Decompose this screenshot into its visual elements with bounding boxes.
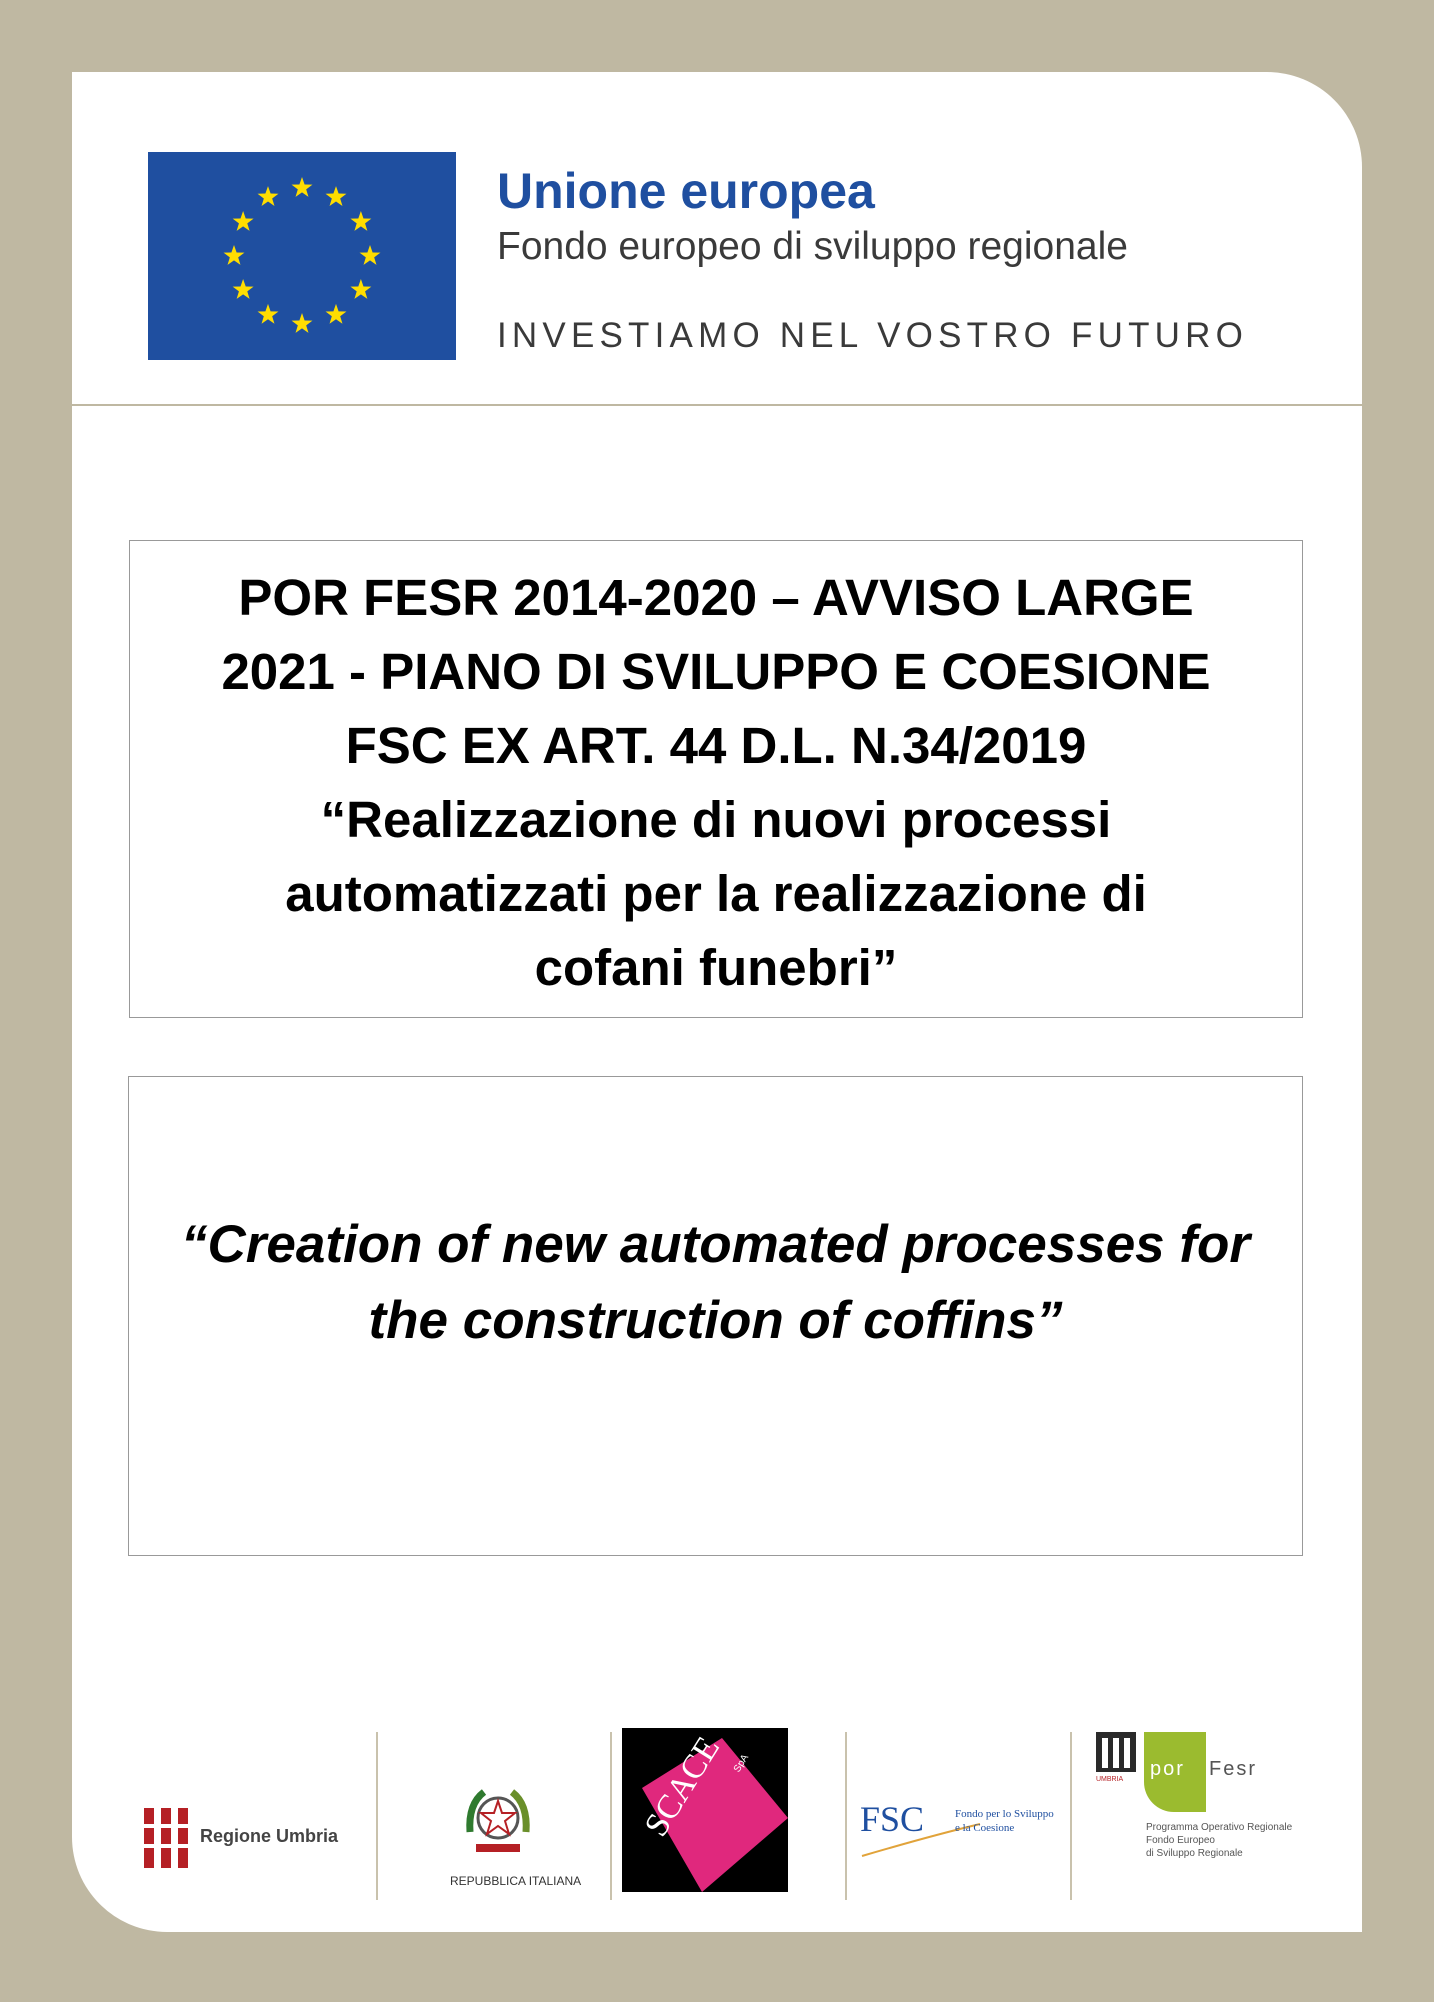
italian-emblem-icon: [462, 1784, 534, 1864]
eu-star-icon: [326, 186, 347, 206]
logo-divider: [610, 1732, 612, 1900]
eu-stars-icon: [148, 152, 456, 360]
eu-star-icon: [258, 186, 279, 206]
eu-star-icon: [326, 304, 347, 324]
eu-tagline: INVESTIAMO NEL VOSTRO FUTURO: [497, 316, 1249, 355]
project-title-line: automatizzati per la realizzazione di: [285, 865, 1147, 922]
repubblica-label: REPUBBLICA ITALIANA: [450, 1874, 582, 1888]
por-caption-line: di Sviluppo Regionale: [1146, 1848, 1243, 1859]
scace-suffix: SpA: [731, 1752, 752, 1775]
eu-star-icon: [292, 177, 313, 197]
eu-flag: [148, 152, 456, 360]
logo-divider: [845, 1732, 847, 1900]
translation-line: the construction of coffins”: [368, 1291, 1063, 1350]
fesr-wordmark: Fesr: [1209, 1758, 1257, 1780]
por-caption-line: Programma Operativo Regionale: [1146, 1822, 1293, 1833]
eu-star-icon: [258, 304, 279, 324]
regione-umbria-label: Regione Umbria: [200, 1826, 339, 1846]
por-wordmark: por: [1150, 1758, 1185, 1780]
logo-strip: [72, 1692, 1362, 1888]
fsc-wordmark: FSC: [860, 1799, 925, 1839]
project-title-line: cofani funebri”: [534, 939, 898, 996]
umbria-caption: UMBRIA: [1096, 1776, 1124, 1783]
notice-sheet: [72, 72, 1362, 1932]
eu-star-icon: [224, 245, 245, 265]
fsc-caption-line: e la Coesione: [955, 1822, 1015, 1834]
por-caption-line: Fondo Europeo: [1146, 1835, 1215, 1846]
project-title-line: “Realizzazione di nuovi processi: [320, 791, 1112, 848]
project-title-line: POR FESR 2014-2020 – AVVISO LARGE: [238, 569, 1194, 626]
project-title-line: FSC EX ART. 44 D.L. N.34/2019: [345, 717, 1087, 774]
eu-star-icon: [233, 211, 254, 231]
fsc-logo: [860, 1792, 1054, 1862]
umbria-towers-icon: [1096, 1732, 1136, 1776]
eu-star-icon: [233, 279, 254, 299]
eu-header: [72, 72, 1362, 406]
logo-divider: [1070, 1732, 1072, 1900]
eu-fund-subtitle: Fondo europeo di sviluppo regionale: [497, 225, 1128, 268]
translation-box: [128, 1076, 1303, 1556]
umbria-towers-icon: [142, 1804, 190, 1870]
eu-star-icon: [292, 313, 313, 333]
eu-star-icon: [360, 245, 381, 265]
fsc-caption-line: Fondo per lo Sviluppo: [955, 1808, 1054, 1820]
translation-line: “Creation of new automated processes for: [180, 1215, 1251, 1274]
por-fesr-logo: [1096, 1732, 1316, 1882]
project-title-box: [129, 540, 1303, 1018]
logo-divider: [376, 1732, 378, 1900]
project-title-line: 2021 - PIANO DI SVILUPPO E COESIONE: [221, 643, 1211, 700]
scace-wordmark: SCACE: [637, 1730, 728, 1844]
eu-star-icon: [350, 211, 371, 231]
scace-logo: [622, 1728, 788, 1892]
eu-title: Unione europea: [497, 163, 875, 219]
eu-star-icon: [350, 279, 371, 299]
